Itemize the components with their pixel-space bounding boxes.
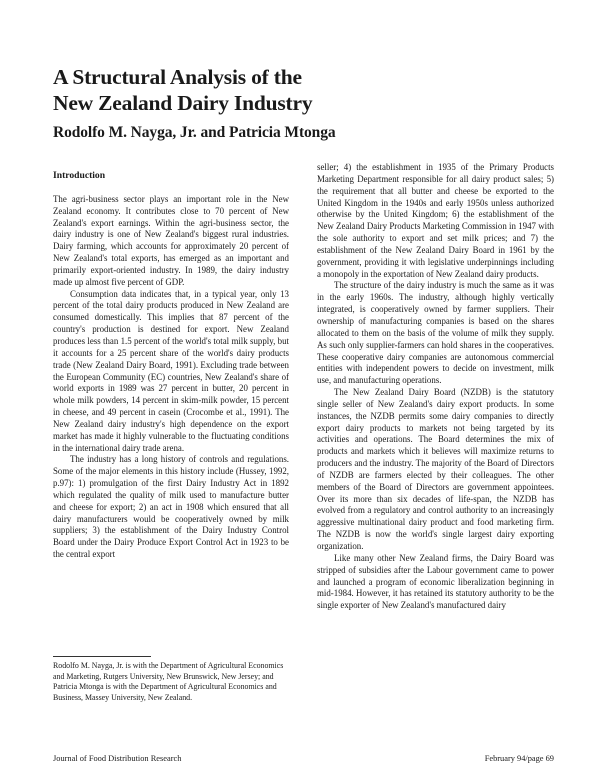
journal-name: Journal of Food Distribution Research [53,754,182,763]
article-authors: Rodolfo M. Nayga, Jr. and Patricia Mtonga [53,124,336,141]
article-title [53,64,553,116]
title-line-2: New Zealand Dairy Industry [53,91,313,115]
body-paragraph: Consumption data indicates that, in a typical year, only 13 percent of the total dairy products produced in New Zealand are consumed domestically. This implies that 87 percent of the country's production is destined for export. New Zealand produces less than 1.5 percent of the world's total milk supply, but it accounts for a 25 percent share of the world's dairy products trade (New Zealand Dairy Board, 1991). Excluding trade between the European Community (EC) countries, New Zealand's share of world exports in 1989 was 27 percent in butter, 20 percent in whole milk powders, 14 percent in skim-milk powder, 15 percent in cheese, and 49 percent in casein (Crocombe et al., 1991). The New Zealand dairy industry's high dependence on the export market has made it highly vulnerable to the fluctuating conditions in the international dairy trade arena. [53,288,289,453]
body-paragraph: The New Zealand Dairy Board (NZDB) is the statutory single seller of New Zealand's dairy export products. In some instances, the NZDB permits some dairy companies to directly export dairy products to markets not being targeted by its activities and operations. The Board determines the mix of products and markets which it believes will maximize returns to producers and the industry. The majority of the Board of Directors of NZDB are farmers elected by their colleagues. The other members of the Board of Directors are government appointees. Over its more than six decades of life-span, the NZDB has evolved from a regulatory and control authority to an increasingly aggressive multinational dairy product and food marketing firm. The NZDB is now the world's single largest dairy exporting organization. [317,387,554,551]
body-paragraph: The industry has a long history of controls and regulations. Some of the major elements in this history include (Hussey, 1992, p.97): 1) promulgation of the first Dairy Industry Act in 1892 which regulated the quality of milk used to manufacture butter and cheese for export; 2) an act in 1908 which ensured that all dairy manufacturers would be cooperatively owned by milk suppliers; 3) the establishment of the Dairy Industry Control Board under the Dairy Produce Export Control Act in 1923 to be the central export [53,454,289,560]
page-number: February 94/page 69 [484,754,554,763]
author-footnote: Rodolfo M. Nayga, Jr. is with the Department of Agricultural Economics and Marketing, Rutgers University, New Brunswick, New Jersey; and Patricia Mtonga is with the Department of Agricultural Economics and Business, Massey University, New Zealand. [53,661,284,702]
left-column [53,170,289,561]
title-line-1: A Structural Analysis of the [53,65,302,89]
section-heading: Introduction [53,170,106,181]
body-paragraph: The structure of the dairy industry is much the same as it was in the early 1960s. The industry, although highly vertically integrated, is cooperatively owned by farmer suppliers. Their ownership of manufacturing companies is based on the shares allocated to them on the basis of the volume of milk they supply. As such only supplier-farmers can hold shares in the cooperatives. These cooperative dairy companies are autonomous commercial entities with independent powers to decide on investment, milk use, and manufacturing operations. [317,280,554,386]
right-column [317,162,554,612]
body-paragraph: Like many other New Zealand firms, the Dairy Board was stripped of subsidies after the Labour government came to power and launched a program of economic liberalization beginning in mid-1984. However, it has retained its statutory authority to be the single exporter of New Zealand's manufactured dairy [317,552,554,611]
footnote-divider [53,656,151,657]
body-paragraph: seller; 4) the establishment in 1935 of the Primary Products Marketing Department responsible for all dairy product sales; 5) the requirement that all butter and cheese be exported to the United Kingdom in the 1940s and early 1950s unless authorized otherwise by the United Kingdom; 6) the establishment of the New Zealand Dairy Products Marketing Commission in 1947 with the sole authority to export and set milk prices; and 7) the establishment of the New Zealand Dairy Board in 1961 by the government, providing it with legislative underpinnings including a monopoly in the exportation of New Zealand dairy products. [317,162,554,279]
body-paragraph: The agri-business sector plays an important role in the New Zealand economy. It contributes close to 70 percent of New Zealand's export earnings. Within the agri-business sector, the dairy industry is one of New Zealand's biggest rural industries. Dairy farming, which accounts for approximately 20 percent of New Zealand's total exports, has emerged as an important and primarily export-oriented industry. In 1989, the dairy industry made up almost five percent of GDP. [53,193,289,287]
